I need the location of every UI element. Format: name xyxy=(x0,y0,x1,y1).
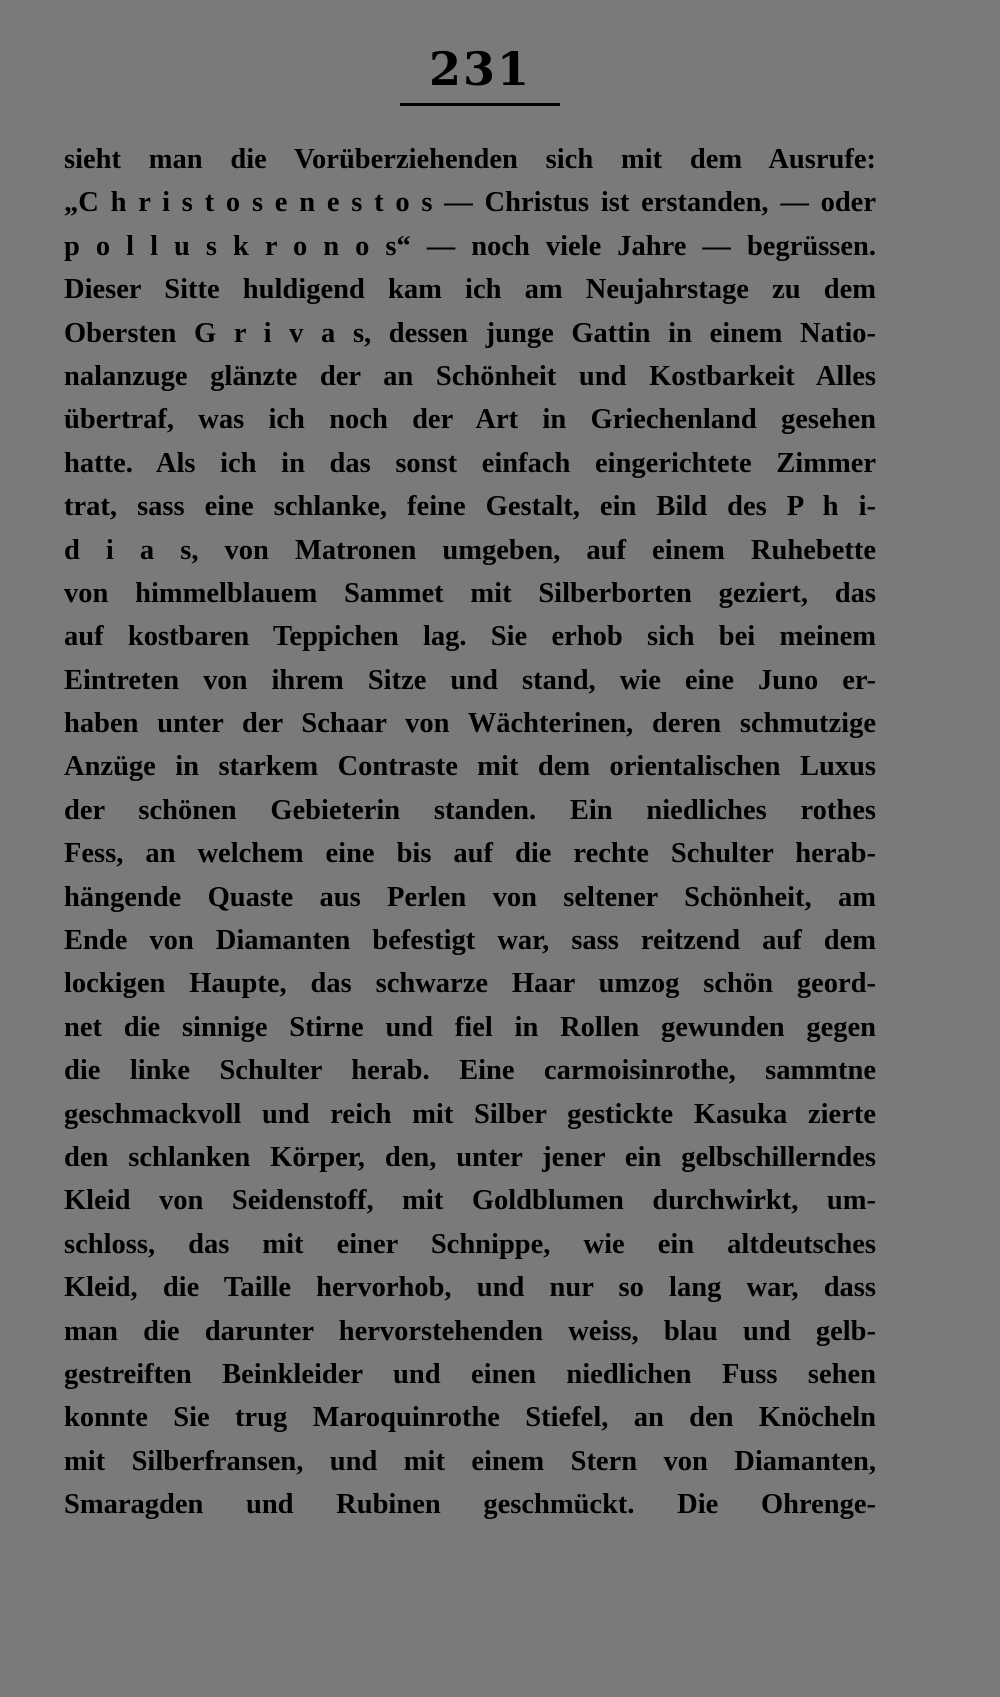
text-line: p o l l u s k r o n o s“ — noch viele Jahre — begrüssen. xyxy=(64,230,876,262)
text-line: sieht man die Vorüberziehenden sich mit dem Ausrufe: xyxy=(64,144,876,175)
text-line: Kleid, die Taille hervorhob, und nur so lang war, dass xyxy=(64,1272,876,1304)
text-line: Kleid von Seidenstoff, mit Goldblumen durchwirkt, um- xyxy=(64,1185,876,1217)
text-line: d i a s, von Matronen umgeben, auf einem Ruhebette xyxy=(64,534,876,566)
text-line: den schlanken Körper, den, unter jener ein gelbschillerndes xyxy=(64,1141,876,1173)
text-line: Eintreten von ihrem Sitze und stand, wie eine Juno er- xyxy=(64,664,876,696)
text-line: Anzüge in starkem Contraste mit dem orientalischen Luxus xyxy=(64,751,876,783)
body-text xyxy=(64,138,876,1527)
text-line: hängende Quaste aus Perlen von seltener Schönheit, am xyxy=(64,881,876,913)
text-line: net die sinnige Stirne und fiel in Rollen gewunden gegen xyxy=(64,1011,876,1043)
text-line: nalanzuge glänzte der an Schönheit und Kostbarkeit Alles xyxy=(64,360,876,392)
text-line: Obersten G r i v a s, dessen junge Gattin in einem Natio- xyxy=(64,317,876,349)
text-line: Ende von Diamanten befestigt war, sass reitzend auf dem xyxy=(64,925,876,957)
text-line: auf kostbaren Teppichen lag. Sie erhob sich bei meinem xyxy=(64,621,876,653)
text-line: konnte Sie trug Maroquinrothe Stiefel, an den Knöcheln xyxy=(64,1402,876,1434)
page-number-rule xyxy=(400,103,560,106)
text-line: die linke Schulter herab. Eine carmoisinrothe, sammtne xyxy=(64,1055,876,1087)
text-line: von himmelblauem Sammet mit Silberborten geziert, das xyxy=(64,577,876,609)
text-line: hatte. Als ich in das sonst einfach eingerichtete Zimmer xyxy=(64,447,876,479)
text-line: haben unter der Schaar von Wächterinen, deren schmutzige xyxy=(64,708,876,740)
text-line: Smaragden und Rubinen geschmückt. Die Ohrenge- xyxy=(64,1489,876,1521)
text-line: man die darunter hervorstehenden weiss, blau und gelb- xyxy=(64,1315,876,1347)
text-line: gestreiften Beinkleider und einen niedlichen Fuss sehen xyxy=(64,1358,876,1390)
text-line: schloss, das mit einer Schnippe, wie ein altdeutsches xyxy=(64,1228,876,1260)
text-line: Fess, an welchem eine bis auf die rechte Schulter herab- xyxy=(64,838,876,870)
text-line: trat, sass eine schlanke, feine Gestalt, ein Bild des P h i- xyxy=(64,491,876,523)
text-line: Dieser Sitte huldigend kam ich am Neujahrstage zu dem xyxy=(64,274,876,306)
page-number: 231 xyxy=(428,42,532,96)
text-line: der schönen Gebieterin standen. Ein niedliches rothes xyxy=(64,794,876,826)
text-line: lockigen Haupte, das schwarze Haar umzog schön geord- xyxy=(64,968,876,1000)
text-line: mit Silberfransen, und mit einem Stern von Diamanten, xyxy=(64,1445,876,1477)
text-line: „C h r i s t o s e n e s t o s — Christus ist erstanden, — oder xyxy=(64,187,876,219)
text-line: übertraf, was ich noch der Art in Griechenland gesehen xyxy=(64,404,876,436)
text-line: geschmackvoll und reich mit Silber gestickte Kasuka zierte xyxy=(64,1098,876,1130)
